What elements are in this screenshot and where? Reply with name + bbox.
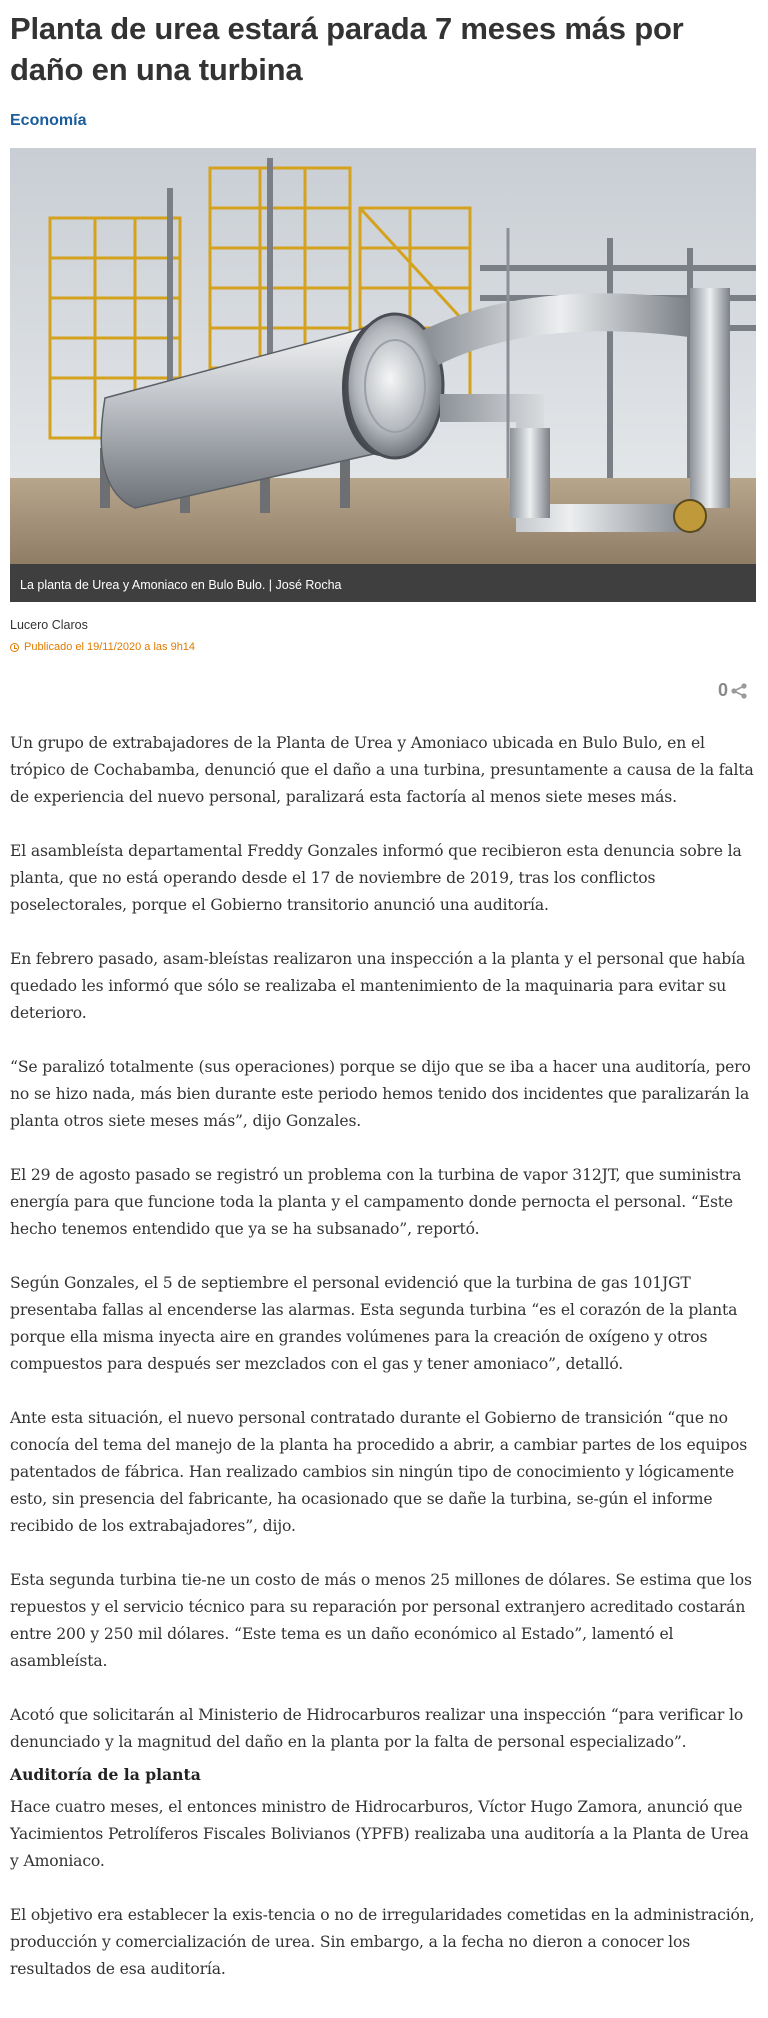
- paragraph: Hace cuatro meses, el entonces ministro de Hidrocarburos, Víctor Hugo Zamora, anunció que Yacimientos Petrolíferos Fiscales Bolivianos (YPFB) realizaba una auditoría a la Planta de Urea y Amoniaco.: [10, 1798, 749, 1870]
- share-icon[interactable]: [730, 682, 748, 700]
- publish-date-text: Publicado el 19/11/2020 a las 9h14: [24, 641, 196, 653]
- clock-icon: [10, 643, 19, 652]
- publish-date: [10, 641, 195, 653]
- subheading-auditoria: Auditoría de la planta: [10, 1765, 201, 1784]
- share-count: 0: [718, 680, 729, 700]
- paragraph: Un grupo de extrabajadores de la Planta de Urea y Amoniaco ubicada en Bulo Bulo, en el trópico de Cochabamba, denunció que el daño a una turbina, presuntamente a causa de la falta de experiencia del nuevo personal, paralizará esta factoría al menos siete meses más.: [10, 734, 754, 806]
- photo-caption-bar: [10, 564, 756, 602]
- article-body: [10, 730, 758, 2010]
- section-link-economia[interactable]: Economía: [10, 112, 87, 129]
- author-name: Lucero Claros: [10, 618, 88, 632]
- paragraph: Acotó que solicitarán al Ministerio de Hidrocarburos realizar una inspección “para verificar lo denunciado y la magnitud del daño en la planta por la falta de personal especializado”.: [10, 1706, 744, 1751]
- paragraph: El objetivo era establecer la exis-tencia o no de irregularidades cometidas en la administración, producción y comercialización de urea. Sin embargo, a la fecha no dieron a conocer los resultados de esa auditoría.: [10, 1906, 755, 1978]
- paragraph: El 29 de agosto pasado se registró un problema con la turbina de vapor 312JT, que suministra energía para que funcione toda la planta y el campamento donde pernocta el personal. “Este hecho tenemos entendido que ya se ha subsanado”, reportó.: [10, 1166, 742, 1238]
- article-headline: Planta de urea estará parada 7 meses más por daño en una turbina: [10, 11, 684, 87]
- paragraph: Ante esta situación, el nuevo personal contratado durante el Gobierno de transición “que no conocía del tema del manejo de la planta ha procedido a abrir, a cambiar partes de los equipos patentados de fábrica. Han realizado cambios sin ningún tipo de conocimiento y lógicamente esto, sin presencia del fabricante, ha ocasionado que se dañe la turbina, se-gún el informe recibido de los extrabajadores”, dijo.: [10, 1409, 748, 1535]
- paragraph: En febrero pasado, asam-bleístas realizaron una inspección a la planta y el personal que había quedado les informó que sólo se realizaba el mantenimiento de la maquinaria para evitar su deterioro.: [10, 950, 746, 1022]
- article-photo[interactable]: [10, 148, 756, 602]
- paragraph: “Se paralizó totalmente (sus operaciones) porque se dijo que se iba a hacer una auditoría, pero no se hizo nada, más bien durante este periodo hemos tenido dos incidentes que paralizarán la planta otros siete meses más”, dijo Gonzales.: [10, 1058, 751, 1130]
- urea-plant-image: [10, 148, 756, 564]
- photo-caption: La planta de Urea y Amoniaco en Bulo Bulo. | José Rocha: [20, 578, 342, 592]
- paragraph: El asambleísta departamental Freddy Gonzales informó que recibieron esta denuncia sobre la planta, que no está operando desde el 17 de noviembre de 2019, tras los conflictos poselectorales, porque el Gobierno transitorio anunció una auditoría.: [10, 842, 742, 914]
- share-widget[interactable]: [718, 680, 748, 701]
- paragraph: Según Gonzales, el 5 de septiembre el personal evidenció que la turbina de gas 101JGT presentaba fallas al encenderse las alarmas. Esta segunda turbina “es el corazón de la planta porque ella misma inyecta aire en grandes volúmenes para la creación de oxígeno y otros compuestos para después ser mezclados con el gas y tener amoniaco”, detalló.: [10, 1274, 738, 1373]
- paragraph: Esta segunda turbina tie-ne un costo de más o menos 25 millones de dólares. Se estima que los repuestos y el servicio técnico para su reparación por personal extranjero acreditado costarán entre 200 y 250 mil dólares. “Este tema es un daño económico al Estado”, lamentó el asambleísta.: [10, 1571, 752, 1670]
